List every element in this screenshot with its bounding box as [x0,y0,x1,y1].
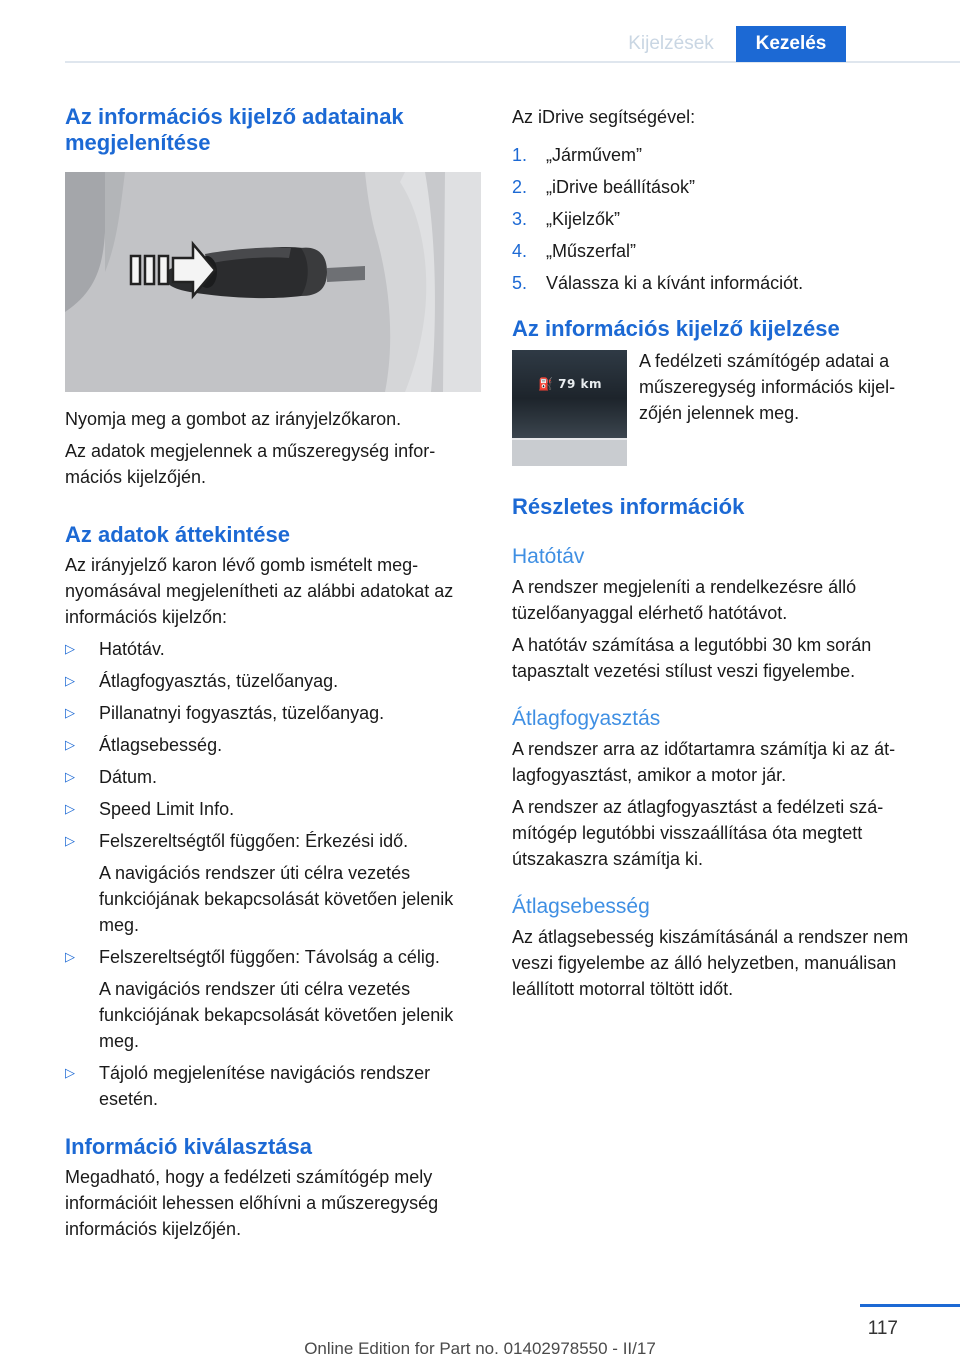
turn-signal-lever-illustration [65,172,481,392]
cluster-bottom [512,440,627,466]
header-tab-section[interactable]: Kijelzések [628,33,714,54]
bullet-item [65,828,481,938]
bullet-triangle-icon: ▷ [65,705,75,720]
step-text: „Járművem” [546,145,643,165]
bullet-note: A navigációs rendszer úti célra vezetés funkciójának bekapcsolását követően jelenik meg. [99,863,454,935]
paragraph-press-button: Nyomja meg a gombot az irányjelzőkaron. [65,409,402,429]
paragraph-data-appear: Az adatok megjelennek a műszeregység információs kijelzőjén. [65,441,436,487]
subheading-avg-speed: Átlagsebesség [512,895,650,918]
paragraph-range-1: A rendszer megjeleníti a rendelkezésre álló tüzelőanyaggal elérhető hatótávot. [512,577,857,623]
step-item [512,174,926,200]
subheading-range: Hatótáv [512,545,585,568]
paragraph-range-2: A hatótáv számítása a legutóbbi 30 km során tapasztalt vezetési stílust veszi figyelembe. [512,635,872,681]
paragraph-avg-speed: Az átlagsebesség kiszámításánál a rendszer nem veszi figyelembe az álló helyzetben, manuálisan leállított motorral töltött időt. [512,927,909,999]
cluster-screen [512,350,627,438]
bullet-item [65,700,481,726]
paragraph-overview-intro: Az irányjelző karon lévő gomb ismételt megnyomásával megjelenítheti az alábbi adatokat az információs kijelzőn: [65,555,454,627]
footer-edition: Online Edition for Part no. 01402978550 - II/17 [304,1339,656,1358]
left-column [65,100,481,1242]
paragraph-onboard-data: A fedélzeti számítógép adatai a műszeregység információs kijelzőjén jelennek meg. [639,351,896,423]
bullet-item [65,1060,481,1112]
bullet-text: Speed Limit Info. [99,799,235,819]
heading-info-display-view: Az információs kijelző kijelzése [512,316,840,341]
lever-figure-icon [65,172,481,392]
paragraph-idrive-intro: Az iDrive segítségével: [512,107,696,127]
heading-data-overview: Az adatok áttekintése [65,522,290,547]
step-item [512,142,926,168]
bullet-triangle-icon: ▷ [65,673,75,688]
step-item [512,206,926,232]
step-item [512,270,926,296]
bullet-text: Felszereltségtől függően: Érkezési idő. [99,831,409,851]
subheading-avg-consumption: Átlagfogyasztás [512,707,661,730]
paragraph-avg-consumption-1: A rendszer arra az időtartamra számítja ki az átlagfogyasztást, amikor a motor jár. [512,739,896,785]
page-number: 117 [867,1318,898,1339]
idrive-step-list [512,142,926,296]
bullet-triangle-icon: ▷ [65,833,75,848]
paragraph-avg-consumption-2: A rendszer az átlagfogyasztást a fedélzeti számítógép legutóbbi visszaállítása óta megtett útszakaszra számítja ki. [512,797,884,869]
bullet-item [65,668,481,694]
header-tab-chapter[interactable]: Kezelés [736,26,846,62]
step-text: „iDrive beállítások” [546,177,696,197]
fuel-pump-icon: ⛽ [538,377,554,391]
bullet-item [65,796,481,822]
footer-rule [860,1304,960,1307]
step-text: „Műszerfal” [546,241,637,261]
bullet-note: A navigációs rendszer úti célra vezetés funkciójának bekapcsolását követően jelenik meg. [99,979,454,1051]
heading-detailed-info: Részletes információk [512,494,745,519]
cluster-row [512,350,926,466]
step-number: 3. [512,209,528,229]
bullet-item [65,732,481,758]
heading-select-info: Információ kiválasztása [65,1134,313,1159]
bullet-text: Hatótáv. [99,639,165,659]
step-number: 5. [512,273,528,293]
overview-bullet-list [65,636,481,1112]
bullet-triangle-icon: ▷ [65,801,75,816]
bullet-text: Átlagsebesség. [99,735,223,755]
bullet-text: Felszereltségtől függően: Távolság a célig. [99,947,440,967]
step-text: Válassza ki a kívánt információt. [546,273,804,293]
paragraph-select-info: Megadható, hogy a fedélzeti számítógép mely információit lehessen előhívni a műszeregység információs kijelzőjén. [65,1167,439,1239]
bullet-triangle-icon: ▷ [65,1065,75,1080]
right-column [512,100,926,1002]
bullet-item [65,944,481,1054]
bullet-text: Pillanatnyi fogyasztás, tüzelőanyag. [99,703,385,723]
step-text: „Kijelzők” [546,209,621,229]
bullet-triangle-icon: ▷ [65,769,75,784]
bullet-triangle-icon: ▷ [65,949,75,964]
bullet-item [65,636,481,662]
instrument-cluster-image [512,350,627,466]
bullet-item [65,764,481,790]
bullet-triangle-icon: ▷ [65,737,75,752]
cluster-range-readout [538,377,602,391]
step-item [512,238,926,264]
bullet-text: Dátum. [99,767,158,787]
bullet-triangle-icon: ▷ [65,641,75,656]
step-number: 2. [512,177,528,197]
heading-display-data: Az információs kijelző adatainak megjelenítése [65,104,404,155]
bullet-text: Tájoló megjelenítése navigációs rendszer esetén. [99,1063,431,1109]
step-number: 1. [512,145,528,165]
step-number: 4. [512,241,528,261]
bullet-text: Átlagfogyasztás, tüzelőanyag. [99,671,339,691]
cluster-range-value: 79 km [558,377,603,391]
